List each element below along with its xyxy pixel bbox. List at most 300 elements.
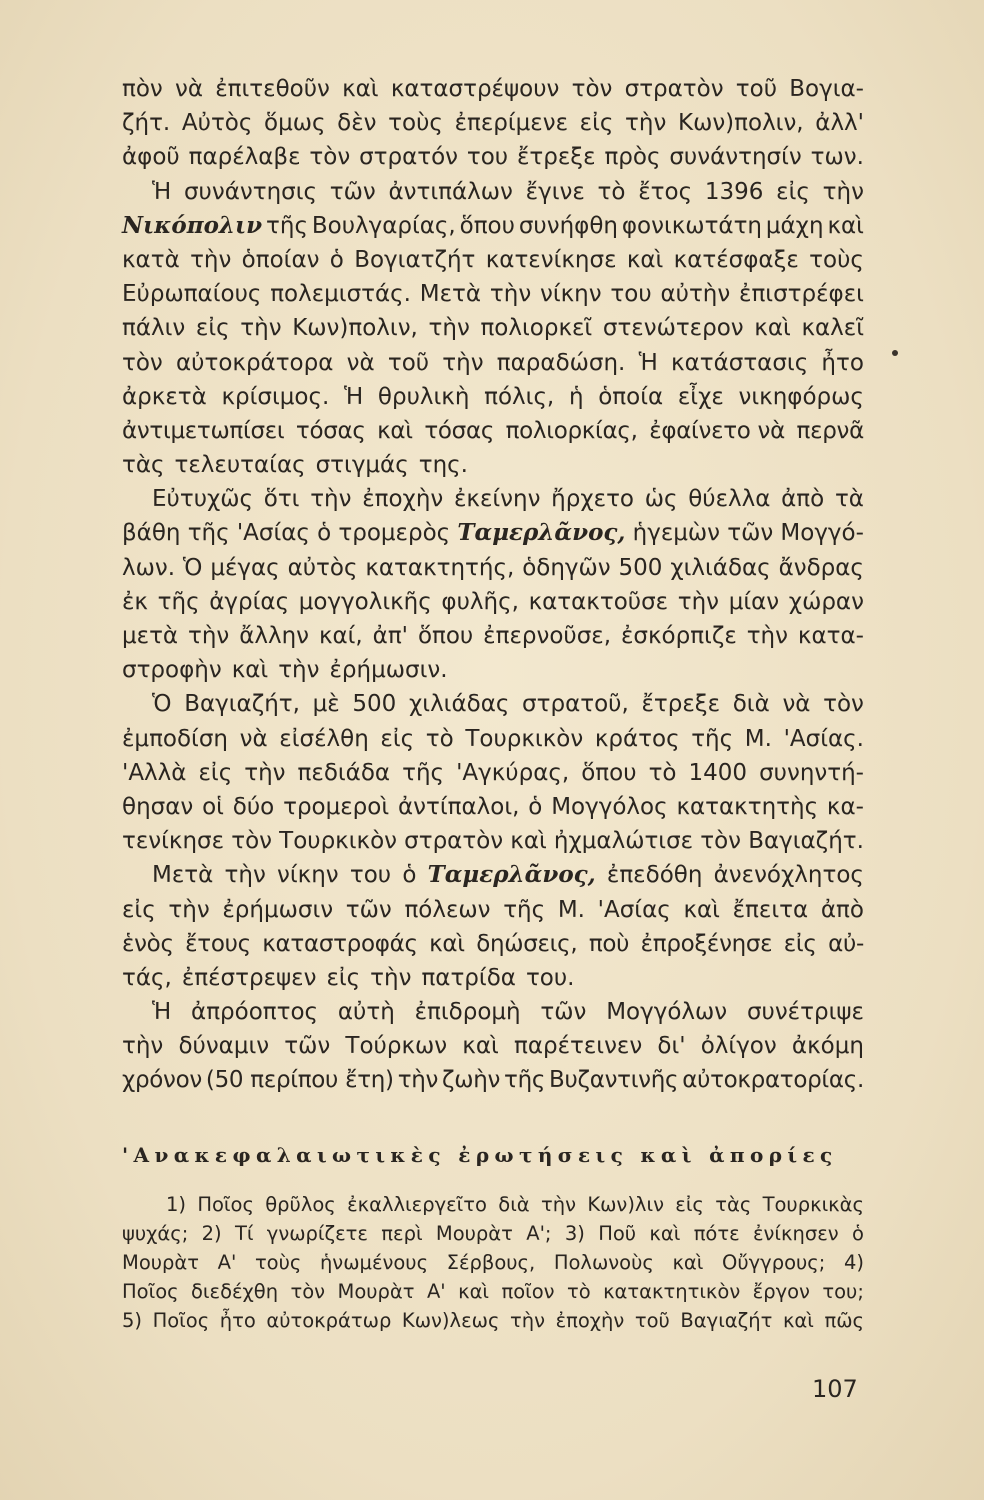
- word: ἠχμαλώτισε: [553, 828, 694, 855]
- word: ὅμως: [264, 110, 326, 137]
- word: τῶν: [284, 1033, 331, 1060]
- word: νίκην: [277, 862, 339, 889]
- word: τῆς: [187, 520, 230, 547]
- word: 3): [564, 1222, 585, 1245]
- word: κατακτητὴς: [676, 793, 819, 820]
- word: οἱ: [202, 793, 224, 820]
- word: ἔγινε: [525, 178, 585, 205]
- word: τὸν: [309, 144, 351, 171]
- body-line: [122, 209, 864, 243]
- word: καὶ: [626, 246, 664, 273]
- word: Εὐρωπαίους: [122, 281, 262, 308]
- word: τὴν: [190, 246, 232, 273]
- word: πῶς: [824, 1309, 864, 1332]
- word: ὅπου: [581, 759, 637, 786]
- word: τὸν: [823, 691, 864, 718]
- word: ψυχάς;: [122, 1222, 189, 1245]
- word: Ποῖος: [152, 1309, 210, 1332]
- word: στρατὸν: [624, 76, 724, 102]
- word: δύναμιν: [178, 1033, 270, 1060]
- word: Μογγό-: [780, 520, 864, 547]
- word: τὴν: [397, 1067, 439, 1094]
- word: τὴν: [122, 1033, 164, 1060]
- body-line: [122, 380, 864, 414]
- word: 500: [618, 554, 663, 581]
- word: ἔτρεξε: [517, 144, 596, 171]
- word: ἐκαλλιεργεῖτο: [347, 1193, 487, 1216]
- word: καί,: [318, 623, 363, 649]
- word: γνωρίζετε: [266, 1222, 368, 1245]
- word: πεδιάδα: [297, 759, 391, 786]
- word: Μετὰ: [419, 281, 482, 308]
- word: του: [466, 144, 509, 171]
- word: ἐρήμωσιν.: [329, 657, 448, 684]
- word: τὴν: [442, 349, 484, 376]
- word: τὴν: [240, 315, 282, 342]
- body-line: [122, 346, 864, 380]
- word: ἐσκόρπιζε: [620, 623, 737, 649]
- word: καὶ: [231, 657, 269, 684]
- word: ἑνὸς: [122, 930, 174, 957]
- word: θρῦλος: [265, 1193, 336, 1216]
- word: Τουρκικὸν: [465, 725, 584, 752]
- word: 'Αλλὰ: [122, 759, 187, 786]
- word: 1396: [704, 178, 764, 205]
- word: κατάστασις: [671, 349, 809, 376]
- word: του;: [822, 1280, 864, 1303]
- word: ἀνενόχλητος: [713, 862, 864, 889]
- word: Βαγιαζήτ,: [184, 691, 300, 718]
- word: φονικωτάτη: [621, 212, 762, 239]
- word: εἰς: [579, 110, 614, 137]
- word: Κων)πολιν,: [677, 110, 804, 137]
- word: στροφὴν: [122, 657, 222, 684]
- body-line: [122, 277, 864, 311]
- word: πόλις,: [484, 383, 555, 410]
- word: ὅτι: [263, 486, 300, 513]
- word: Βογια-: [789, 76, 864, 102]
- body-line: [122, 175, 864, 209]
- word: μὲ: [312, 691, 340, 718]
- word: ὅπου: [459, 212, 515, 239]
- word: αὐτὸς: [287, 554, 358, 581]
- word: ἡγεμὼν: [632, 520, 721, 547]
- word: Μετὰ: [152, 862, 214, 889]
- word: χιλιάδας: [670, 554, 771, 581]
- word: 5): [122, 1309, 143, 1332]
- word: μογγολικῆς: [298, 588, 432, 615]
- word: περὶ: [381, 1222, 423, 1245]
- word: Μ.: [557, 896, 585, 923]
- word: διεδέχθη: [191, 1280, 279, 1303]
- word: τὴν: [224, 862, 266, 889]
- word: 500: [352, 691, 397, 718]
- word: πρὸς: [604, 144, 661, 171]
- word: κα-: [826, 793, 864, 820]
- word: των.: [810, 144, 864, 171]
- word: ἔργον: [752, 1280, 810, 1303]
- word: κατέσφαξε: [673, 246, 799, 273]
- word: ἀντίπαλοι,: [397, 793, 520, 820]
- word: συνάντησίν: [669, 144, 802, 171]
- word: κατα-: [797, 623, 864, 649]
- word: παραδώση.: [496, 349, 626, 376]
- word: ὁ: [317, 520, 332, 547]
- word: ἦτο: [219, 1309, 256, 1332]
- word: Μουρὰτ: [337, 1280, 415, 1303]
- word: τῆς: [157, 588, 200, 615]
- body-line: [122, 140, 864, 174]
- word: ἀπ': [372, 623, 409, 649]
- word: τοῦ: [634, 1309, 670, 1332]
- word: εἶχε: [677, 383, 724, 410]
- word: Μογγόλων: [606, 999, 728, 1026]
- word: ἐπεδόθη: [606, 862, 703, 889]
- word: εἰς: [122, 896, 156, 923]
- word: τῶν: [727, 520, 774, 547]
- word: αὐτοκράτωρ: [266, 1309, 392, 1332]
- word: ὁ: [851, 1222, 864, 1245]
- word: ἡνωμένους: [319, 1251, 429, 1274]
- word: μέγας: [210, 554, 280, 581]
- word: ὁποίαν: [241, 246, 320, 273]
- word: τῆς: [266, 212, 308, 239]
- word: θύελλα: [688, 486, 771, 513]
- word: εἰς: [380, 725, 415, 752]
- word: νικηφόρως: [738, 383, 864, 410]
- word: χιλιάδας: [409, 691, 510, 718]
- word: πὸν: [122, 76, 163, 102]
- word: τὴν: [489, 281, 532, 308]
- word: νίκην: [539, 281, 602, 308]
- word: Οὔγγρους;: [722, 1251, 826, 1274]
- body-line: [122, 516, 864, 550]
- word: Ὁ: [182, 554, 203, 581]
- word: του: [610, 281, 652, 308]
- word: νὰ: [346, 349, 375, 376]
- word: πότε: [693, 1222, 740, 1245]
- word: τὸ: [648, 759, 677, 786]
- word: τόσας: [295, 417, 366, 444]
- word: 'Ασίας.: [783, 725, 864, 752]
- word: Ἡ: [152, 999, 172, 1026]
- word: Βουλγαρίας,: [311, 212, 456, 239]
- word: ἐπιτεθοῦν: [215, 76, 330, 102]
- word: τὴν: [244, 759, 286, 786]
- word: Ἡ: [152, 178, 172, 205]
- word: μίαν: [728, 588, 780, 615]
- word: τὰς: [715, 1193, 752, 1216]
- word: κατὰ: [122, 246, 180, 273]
- word: καὶ: [342, 76, 379, 102]
- word: τὸ: [425, 725, 454, 752]
- word: νὰ: [782, 691, 811, 718]
- word: τοὺς: [254, 1251, 302, 1274]
- word: Ποῖος: [197, 1193, 254, 1216]
- word: αὐτοκράτορα: [176, 349, 334, 376]
- word: χώραν: [788, 588, 864, 615]
- ink-speck: [892, 350, 898, 356]
- word: ἄνδρας: [778, 554, 864, 581]
- word: τὸν: [122, 349, 163, 376]
- word: αὐ-: [828, 930, 864, 957]
- word: τὸν: [700, 828, 742, 855]
- word: τοὺς: [809, 246, 864, 273]
- word: Εὐτυχῶς: [152, 486, 254, 513]
- body-line: [122, 551, 864, 585]
- body-line: [122, 858, 864, 892]
- word: Α': [426, 1280, 446, 1303]
- word: κατακτητικὸν: [603, 1280, 741, 1303]
- word: τὴν: [168, 896, 210, 923]
- word: κατενίκησε: [485, 246, 617, 273]
- word: τὸ: [566, 1280, 591, 1303]
- word: ἐποχὴν: [555, 1309, 625, 1332]
- body-line: [122, 756, 864, 790]
- word: ἐπιστρέφει: [739, 281, 864, 308]
- word: βάθη: [122, 520, 181, 547]
- word: στιγμάς: [315, 452, 409, 479]
- question-line: [122, 1277, 864, 1306]
- body-line: [122, 995, 864, 1029]
- word: ὁποία: [598, 383, 664, 410]
- word: 2): [201, 1222, 222, 1245]
- word: ἦτο: [821, 349, 864, 376]
- word: θησαν: [122, 793, 194, 820]
- word: εἰς: [776, 178, 810, 205]
- word: Α': [217, 1251, 237, 1274]
- body-line: [122, 893, 864, 927]
- word: καὶ: [649, 1222, 681, 1245]
- word: ἐκείνην: [453, 486, 541, 513]
- body-line: [122, 243, 864, 277]
- word: ἀλλ': [815, 110, 864, 137]
- word: Βογιατζήτ: [354, 246, 476, 273]
- body-line: [122, 311, 864, 345]
- word: Τουρκικὸν: [279, 828, 397, 855]
- word: του.: [525, 964, 575, 991]
- word: καὶ: [429, 930, 465, 957]
- word: Τουρκικὰς: [762, 1193, 864, 1216]
- word: τῶν: [345, 896, 392, 923]
- word: τὴν: [625, 110, 667, 137]
- word: ποῖον: [501, 1280, 555, 1303]
- word: Μ.: [744, 725, 772, 752]
- word: καὶ: [458, 1280, 490, 1303]
- body-line: [122, 790, 864, 824]
- body-line: [122, 72, 864, 106]
- body-line: [122, 722, 864, 756]
- word: καὶ: [827, 212, 864, 239]
- word: τῆς: [503, 896, 546, 923]
- question-line: [122, 1219, 864, 1248]
- word: νὰ: [239, 725, 268, 752]
- word: διὰ: [732, 691, 770, 718]
- word: ἄλλην: [239, 623, 310, 649]
- word: ἐπροξένησε: [640, 930, 773, 957]
- word: Μογγόλος: [551, 793, 668, 820]
- word: εἰσέλθη: [279, 725, 369, 752]
- word: τῆς: [402, 759, 445, 786]
- word: τῆς: [504, 1067, 546, 1094]
- word: τὴν: [677, 588, 720, 615]
- word: τὴν: [746, 623, 788, 649]
- word: καταστροφάς: [262, 930, 418, 957]
- word: Ἡ: [343, 383, 364, 410]
- word: ἀντιπάλων: [388, 178, 513, 205]
- word: Ὁ: [152, 691, 172, 718]
- word: δηώσεις,: [476, 930, 578, 957]
- word: τὸν: [231, 828, 272, 855]
- word: ὀλίγον: [700, 1033, 777, 1060]
- word: Ποῖος: [122, 1280, 179, 1303]
- word: τοῦ: [735, 76, 778, 102]
- word: συνέτριψε: [746, 999, 864, 1026]
- word: τρομερὸς: [338, 520, 451, 547]
- word: τὸ: [597, 178, 626, 205]
- word: Σέρβους,: [446, 1251, 536, 1274]
- word: φυλῆς,: [441, 588, 519, 615]
- body-line: [122, 653, 864, 687]
- word: ποὺ: [588, 930, 630, 957]
- word: της.: [418, 452, 468, 479]
- body-line: [122, 619, 864, 653]
- word: Βαγιαζήτ.: [748, 828, 864, 855]
- word: Βαγιαζήτ: [680, 1309, 773, 1332]
- word: (50 περίπου ἔτη): [205, 1067, 394, 1094]
- word: εἰς: [195, 315, 230, 342]
- word: 1): [166, 1193, 187, 1216]
- word: αὐτοκρατορίας.: [682, 1067, 864, 1094]
- word: θρυλικὴ: [377, 383, 470, 410]
- word: ὡς: [644, 486, 678, 513]
- word: στρατόν: [359, 144, 459, 171]
- word: ἀγρίας: [209, 588, 290, 615]
- word: 'Ασίας: [597, 896, 671, 923]
- word: καὶ: [510, 828, 547, 855]
- word: Μουρὰτ: [122, 1251, 200, 1274]
- body-line: [122, 687, 864, 721]
- word: 'Αγκύρας,: [456, 759, 570, 786]
- word: 1400: [688, 759, 748, 786]
- word: ἐπιδρομὴ: [414, 999, 521, 1026]
- word: 'Ασίας: [236, 520, 310, 547]
- word: ἔτους: [185, 930, 251, 957]
- word: τὸν: [290, 1280, 326, 1303]
- word: ἐπερνοῦσε,: [483, 623, 612, 649]
- body-line: [122, 961, 864, 995]
- word: ὁδηγῶν: [522, 554, 611, 581]
- word: ἀρκετὰ: [122, 383, 207, 410]
- word: ἐπερίμενε: [454, 110, 569, 137]
- word: καὶ: [672, 1251, 704, 1274]
- word: πατρίδα: [421, 964, 516, 991]
- word: δι': [657, 1033, 686, 1060]
- word: στρατοῦ,: [522, 691, 629, 718]
- body-line: [122, 482, 864, 516]
- word: εἰς: [783, 930, 817, 957]
- word: του: [349, 862, 392, 889]
- word: τενίκησε: [122, 828, 225, 855]
- word: Ἡ: [638, 349, 658, 376]
- word: αὐτὴν: [660, 281, 731, 308]
- word: τρομεροὶ: [283, 793, 390, 820]
- word: ἔπειτα: [732, 896, 809, 923]
- word: τὰς: [122, 452, 165, 479]
- word: Βυζαντινῆς: [549, 1067, 679, 1094]
- word: αὐτὴ: [337, 999, 395, 1026]
- word: λων.: [122, 554, 176, 581]
- word: ἐνίκησεν: [752, 1222, 839, 1245]
- word: ζήτ.: [122, 110, 171, 137]
- word: ἐκ: [122, 588, 148, 615]
- word: Α';: [526, 1222, 552, 1245]
- word: πόλεων: [404, 896, 491, 923]
- word: ἐφαίνετο νὰ: [649, 417, 785, 444]
- question-line: [122, 1190, 864, 1219]
- word: κατακτητής,: [365, 554, 515, 581]
- word: παρέτεινεν: [513, 1033, 643, 1060]
- word: τὴν: [428, 315, 470, 342]
- word: καὶ: [462, 1033, 499, 1060]
- word: τῶν: [329, 178, 376, 205]
- word: τὴν: [370, 964, 412, 991]
- word: εἰς: [675, 1193, 704, 1216]
- word: περνᾶ: [796, 417, 864, 444]
- body-line: [122, 1029, 864, 1063]
- word: Κων)πολιν,: [292, 315, 418, 342]
- word: νὰ: [175, 76, 204, 102]
- word: Κων)λιν: [587, 1193, 664, 1216]
- body-line: [122, 448, 864, 482]
- review-questions: [122, 1190, 864, 1335]
- word: ἀφοῦ: [122, 144, 180, 171]
- word: τὴν: [509, 1309, 545, 1332]
- word: μετὰ: [122, 623, 179, 649]
- word: τὴν: [540, 1193, 576, 1216]
- word: καὶ: [377, 417, 413, 444]
- word: ἐπέστρεψεν: [181, 964, 317, 991]
- word: συνάντησις: [183, 178, 318, 205]
- word: κράτος: [594, 725, 680, 752]
- body-line: [122, 414, 864, 448]
- word: χρόνον: [122, 1067, 202, 1094]
- word: Τούρκων: [345, 1033, 448, 1060]
- word: ἐρήμωσιν: [222, 896, 334, 923]
- word: τὸν: [571, 76, 613, 102]
- word: μάχη: [765, 212, 824, 239]
- word: τῶν: [540, 999, 587, 1026]
- page-number: 107: [812, 1375, 858, 1403]
- word: Μουρὰτ: [435, 1222, 513, 1245]
- word: στενώτερον: [602, 315, 744, 342]
- question-line: [122, 1306, 864, 1335]
- word: Αὐτὸς: [181, 110, 253, 137]
- body-line: [122, 824, 864, 858]
- word: κρίσιμος.: [221, 383, 330, 410]
- section-heading: 'Ανακεφαλαιωτικὲς ἐρωτήσεις καὶ ἀπορίες: [122, 1143, 838, 1167]
- word: πολιορκεῖ: [480, 315, 593, 342]
- word: Νικόπολιν: [122, 211, 263, 239]
- word: παρέλαβε: [188, 144, 301, 171]
- word: ἐποχὴν: [362, 486, 444, 513]
- word: τοῦ: [387, 349, 430, 376]
- word: κατακτοῦσε: [528, 588, 669, 615]
- word: Ποῦ: [598, 1222, 637, 1245]
- word: καὶ: [782, 1309, 814, 1332]
- word: ὁ: [402, 862, 417, 889]
- word: ἔτρεξε: [641, 691, 721, 718]
